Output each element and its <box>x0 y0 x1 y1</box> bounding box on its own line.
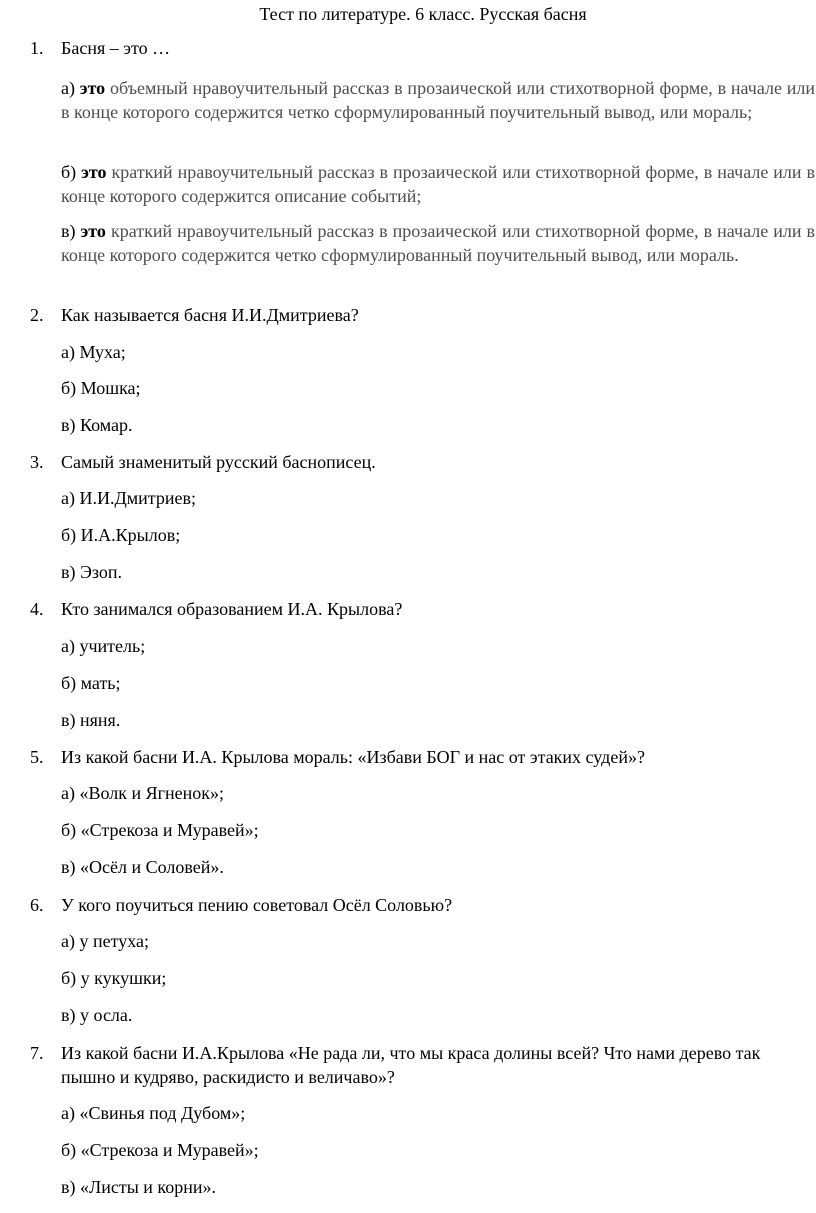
question-7-text: Из какой басни И.А.Крылова «Не рада ли, что мы краса долины всей? Что нами дерево так пышно и кудряво, раскидисто и величаво»? <box>61 1043 761 1087</box>
question-2-option-c: в) Комар. <box>61 415 133 435</box>
option-b-text: краткий нравоучительный рассказ в прозаической или стихотворной форме, в начале или в конце которого содержится описание событий; <box>61 162 816 206</box>
question-3-option-a: а) И.И.Дмитриев; <box>61 488 196 508</box>
question-1-option-c <box>61 219 815 267</box>
question-2-number: 2. <box>30 305 44 325</box>
option-c-text: краткий нравоучительный рассказ в прозаической или стихотворной форме, в начале или в конце которого содержится четко сформулированный поучительный вывод, или мораль. <box>61 221 816 265</box>
option-a-word: это <box>79 78 106 98</box>
option-b-letter: б) <box>61 162 77 182</box>
option-a-text: объемный нравоучительный рассказ в прозаической или стихотворной форме, в начале или в конце которого содержится четко сформулированный поучительный вывод, или мораль; <box>61 78 816 122</box>
option-a-letter: а) <box>61 78 75 98</box>
question-6-option-b: б) у кукушки; <box>61 968 167 988</box>
question-5-option-a: а) «Волк и Ягненок»; <box>61 783 225 803</box>
question-2-option-b: б) Мошка; <box>61 378 141 398</box>
question-4-option-c: в) няня. <box>61 710 121 730</box>
question-6-option-c: в) у осла. <box>61 1005 133 1025</box>
question-2-text: Как называется басня И.И.Дмитриева? <box>61 305 359 325</box>
question-6-text: У кого поучиться пению советовал Осёл Соловью? <box>61 895 453 915</box>
document-title: Тест по литературе. 6 класс. Русская басня <box>259 4 587 24</box>
question-5-option-c: в) «Осёл и Соловей». <box>61 857 224 877</box>
question-4-option-a: а) учитель; <box>61 636 146 656</box>
question-7-number: 7. <box>30 1043 44 1063</box>
question-1-option-b <box>61 160 815 208</box>
question-3-option-c: в) Эзоп. <box>61 562 123 582</box>
question-1-option-a <box>61 76 815 124</box>
question-2-option-a: а) Муха; <box>61 342 126 362</box>
question-5-option-b: б) «Стрекоза и Муравей»; <box>61 820 259 840</box>
option-b-word: это <box>81 162 107 182</box>
question-1-text: Басня – это … <box>61 38 171 58</box>
question-3-number: 3. <box>30 452 44 472</box>
question-5-number: 5. <box>30 747 44 767</box>
question-3-text: Самый знаменитый русский баснописец. <box>61 452 376 472</box>
question-7-option-c: в) «Листы и корни». <box>61 1177 217 1197</box>
question-1-number: 1. <box>30 38 44 58</box>
question-3-option-b: б) И.А.Крылов; <box>61 525 181 545</box>
question-5-text: Из какой басни И.А. Крылова мораль: «Избави БОГ и нас от этаких судей»? <box>61 747 645 767</box>
question-7-option-a: а) «Свинья под Дубом»; <box>61 1103 246 1123</box>
question-7-option-b: б) «Стрекоза и Муравей»; <box>61 1140 259 1160</box>
option-c-word: это <box>80 221 106 241</box>
question-4-text: Кто занимался образованием И.А. Крылова? <box>61 599 403 619</box>
option-c-letter: в) <box>61 221 76 241</box>
question-6-number: 6. <box>30 895 44 915</box>
question-4-option-b: б) мать; <box>61 673 121 693</box>
question-4-number: 4. <box>30 599 44 619</box>
question-6-option-a: а) у петуха; <box>61 931 149 951</box>
